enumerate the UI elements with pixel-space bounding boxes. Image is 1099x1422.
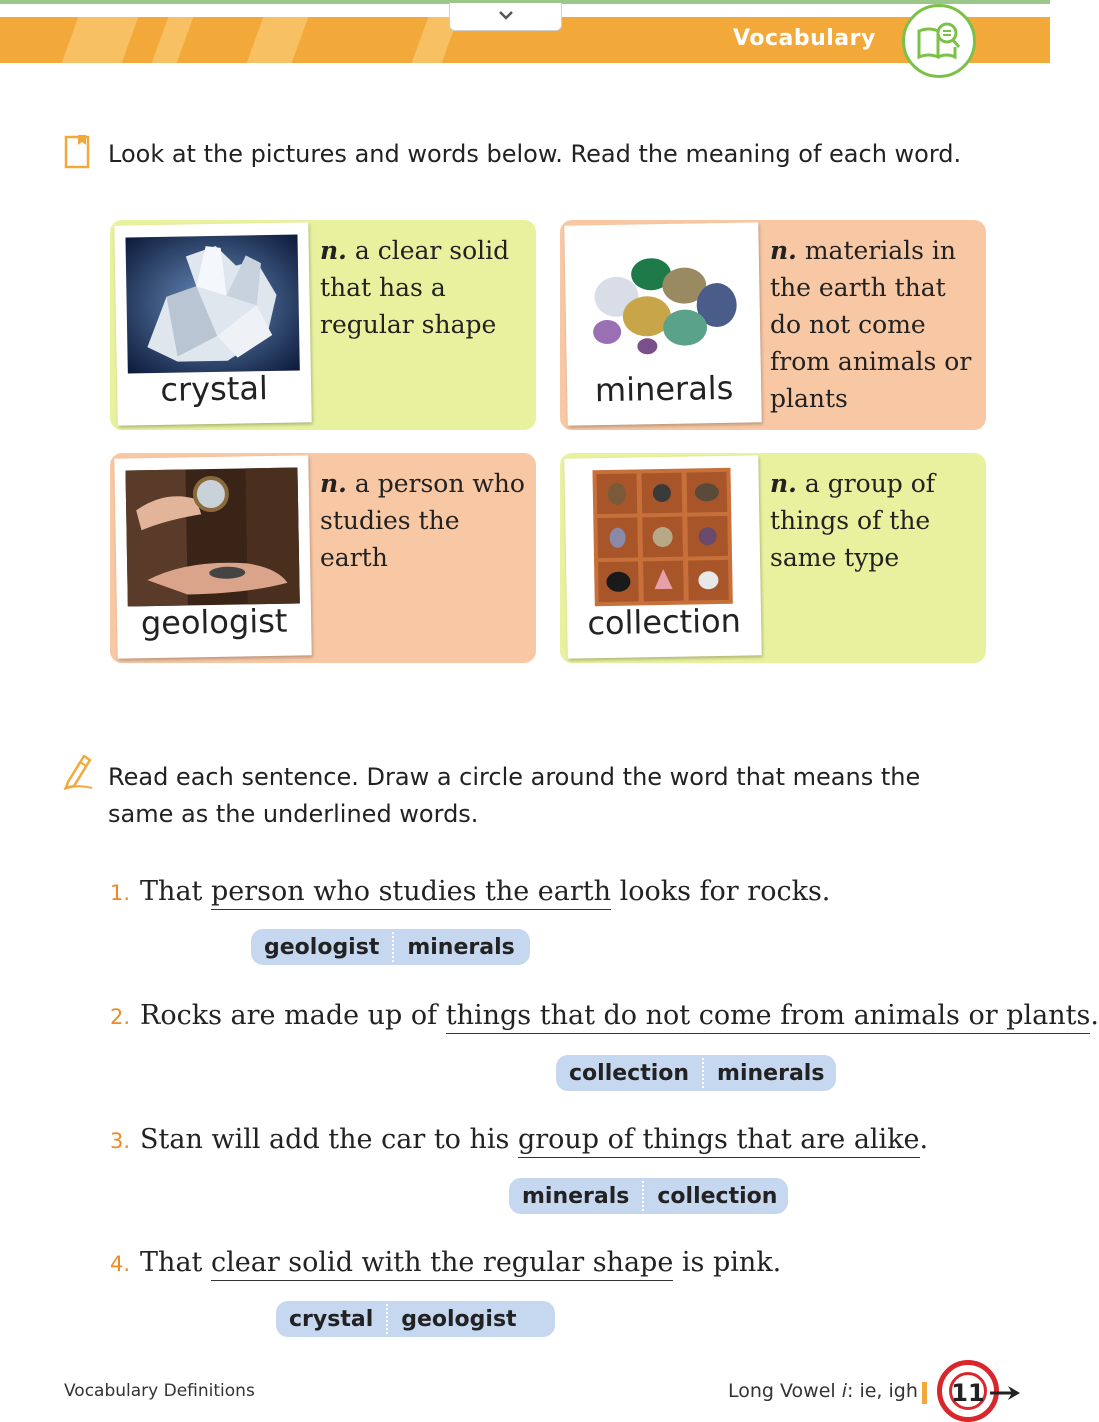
choice-minerals[interactable]: minerals	[522, 1183, 630, 1209]
vocab-card-collection	[560, 453, 986, 663]
page-icon	[64, 133, 92, 169]
question-2: 2. Rocks are made up of things that do not come from animals or plants.	[110, 1000, 1099, 1031]
pencil-icon	[62, 750, 94, 790]
definition-text: n. a person who studies the earth	[320, 469, 525, 572]
answer-choices-3	[509, 1178, 788, 1214]
question-1: 1. That person who studies the earth looks for rocks.	[110, 876, 830, 907]
word-label: crystal	[160, 369, 269, 409]
answer-choices-2	[556, 1055, 836, 1091]
header-title: Vocabulary	[733, 26, 876, 51]
choice-collection[interactable]: collection	[569, 1060, 690, 1086]
question-3: 3. Stan will add the car to his group of things that are alike.	[110, 1124, 928, 1155]
collection-image	[592, 468, 732, 606]
word-label: collection	[587, 601, 742, 643]
question-4: 4. That clear solid with the regular shape is pink.	[110, 1247, 781, 1278]
crystal-image	[125, 235, 299, 374]
definition-text: n. a group of things of the same type	[770, 469, 936, 572]
collapse-tab-button[interactable]	[449, 3, 562, 31]
choice-collection[interactable]: collection	[657, 1183, 778, 1209]
answer-choices-1	[251, 929, 530, 965]
definition-text: n. a clear solid that has a regular shape	[320, 236, 510, 339]
photo-card	[114, 222, 311, 425]
choice-geologist[interactable]: geologist	[264, 934, 380, 960]
vocabulary-badge	[902, 4, 976, 78]
footer-divider	[922, 1382, 927, 1404]
photo-card	[114, 455, 311, 658]
minerals-image	[575, 235, 749, 374]
instruction-circle-line2: same as the underlined words.	[108, 800, 479, 828]
definition-text: n. materials in the earth that do not come from animals or plants	[770, 236, 972, 413]
instruction-circle-line1: Read each sentence. Draw a circle around the word that means the	[108, 763, 921, 791]
answer-choices-4	[276, 1301, 555, 1337]
footer-phonics-label: Long Vowel i: ie, igh	[728, 1380, 918, 1402]
arrow-icon	[990, 1386, 1022, 1400]
footer-section-title: Vocabulary Definitions	[64, 1381, 255, 1401]
word-label: minerals	[594, 368, 734, 410]
choice-crystal[interactable]: crystal	[289, 1306, 374, 1332]
chevron-down-icon	[498, 9, 514, 21]
choice-minerals[interactable]: minerals	[717, 1060, 825, 1086]
page-number: 11	[951, 1379, 985, 1407]
photo-card	[564, 222, 761, 425]
choice-minerals[interactable]: minerals	[407, 934, 515, 960]
vocab-card-crystal	[110, 220, 536, 430]
photo-card	[564, 455, 761, 658]
instruction-read: Look at the pictures and words below. Read the meaning of each word.	[108, 140, 962, 168]
book-search-icon	[915, 17, 963, 65]
choice-geologist[interactable]: geologist	[401, 1306, 517, 1332]
vocab-card-minerals	[560, 220, 986, 430]
word-label: geologist	[140, 601, 288, 643]
geologist-image	[125, 468, 299, 607]
vocab-card-geologist	[110, 453, 536, 663]
